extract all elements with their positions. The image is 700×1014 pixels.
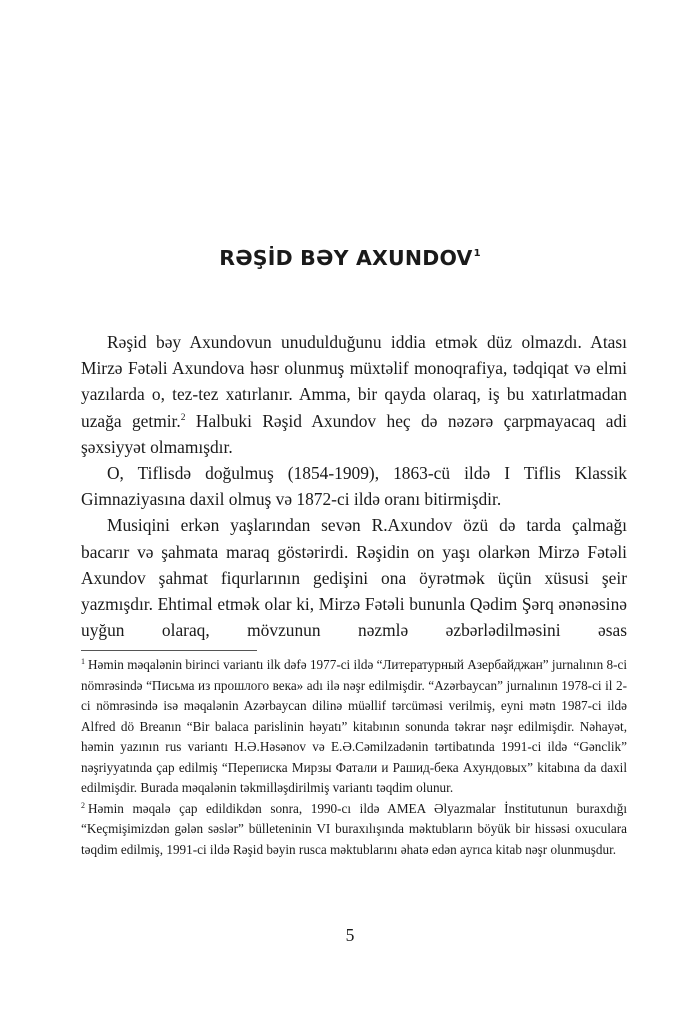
chapter-title [0, 246, 700, 270]
footnote-1-text: Həmin məqalənin birinci variantı ilk dəfə 1977-ci ildə “Литературный Азербайджан” jurnalının 8-ci nömrəsində “Письма из прошлого века» adı ilə nəşr edilmişdir. “Azərbaycan” jurnalının 1978-ci il 2-ci nömrəsində isə məqalənin Azərbaycan dilinə müəllif tərcüməsi verilmiş, eyni mətn 1987-ci ildə Alfred dö Breanın “Bir balaca parislinin həyatı” kitabının sonunda təkrar nəşr edilmişdir. Nəhayət, həmin yazının rus variantı H.Ə.Həsənov və E.Ə.Cəmilzadənin tərtibatında 1991-ci ildə “Gənclik” nəşriyyatında çap edilmiş “Переписка Мирзы Фатали и Рашид-бека Ахундовых” kitabına da daxil edilmişdir. Burada məqalənin təkmilləşdirilmiş variantı təqdim olunur. [81, 657, 627, 795]
footnote-1 [81, 655, 627, 799]
footnote-1-marker: 1 [81, 657, 85, 666]
paragraph-1 [81, 329, 627, 460]
body-text [81, 329, 627, 643]
paragraph-2-text: O, Tiflisdə doğulmuş (1854-1909), 1863-cü ildə I Tiflis Klassik Gimnaziyasına daxil olmuş və 1872-ci ildə oranı bitirmişdir. [81, 463, 627, 510]
footnote-2-marker: 2 [81, 800, 85, 810]
page-number: 5 [345, 925, 355, 945]
footnote-ref-1: 1 [473, 248, 481, 259]
footnote-separator [81, 650, 257, 651]
footnote-ref-2: 2 [180, 412, 186, 423]
paragraph-3-text: Musiqini erkən yaşlarından sevən R.Axundov özü də tarda çalmağı bacarır və şahmata maraq göstərirdi. Rəşidin on yaşı olarkən Mirzə Fətəli Axundov şahmat fiqurlarının gedişini ona öyrətmək üçün xüsusi şeir yazmışdır. Ehtimal etmək olar ki, Mirzə Fətəli bununla Qədim Şərq ənənəsinə uyğun olaraq, mövzunun nəzmlə əzbərlədilməsini əsas [81, 515, 627, 641]
paragraph-1-text-a: Rəşid bəy Axundovun unudulduğunu iddia etmək düz olmazdı. Atası Mirzə Fətəli Axundova həsr olunmuş müxtəlif monoqrafiya, tədqiqat və elmi yazılarda o, tez-tez xatırlanır. Amma, bir qayda olaraq, iş bu xatırlatmadan uzağa getmir. [81, 332, 627, 431]
paragraph-1-text-b: Halbuki Rəşid Axundov heç də nəzərə çarpmayacaq adi şəxsiyyət olmamışdır. [81, 410, 627, 457]
paragraph-2 [81, 460, 627, 512]
footnote-2-text: Həmin məqalə çap edildikdən sonra, 1990-cı ildə AMEA Əlyazmalar İnstitutunun buraxdığı “Keçmişimizdən gələn səslər” bülleteninin VI buraxılışında məktubların böyük bir hissəsi oxuculara təqdim edilmiş, 1991-ci ildə Rəşid bəyin rusca məktublarını əhatə edən ayrıca kitab nəşr olunmuşdur. [81, 800, 627, 857]
footnote-2 [81, 799, 627, 861]
paragraph-3 [81, 512, 627, 643]
chapter-title-text: RƏŞİD BƏY AXUNDOV [219, 246, 473, 270]
footnotes [81, 655, 627, 860]
